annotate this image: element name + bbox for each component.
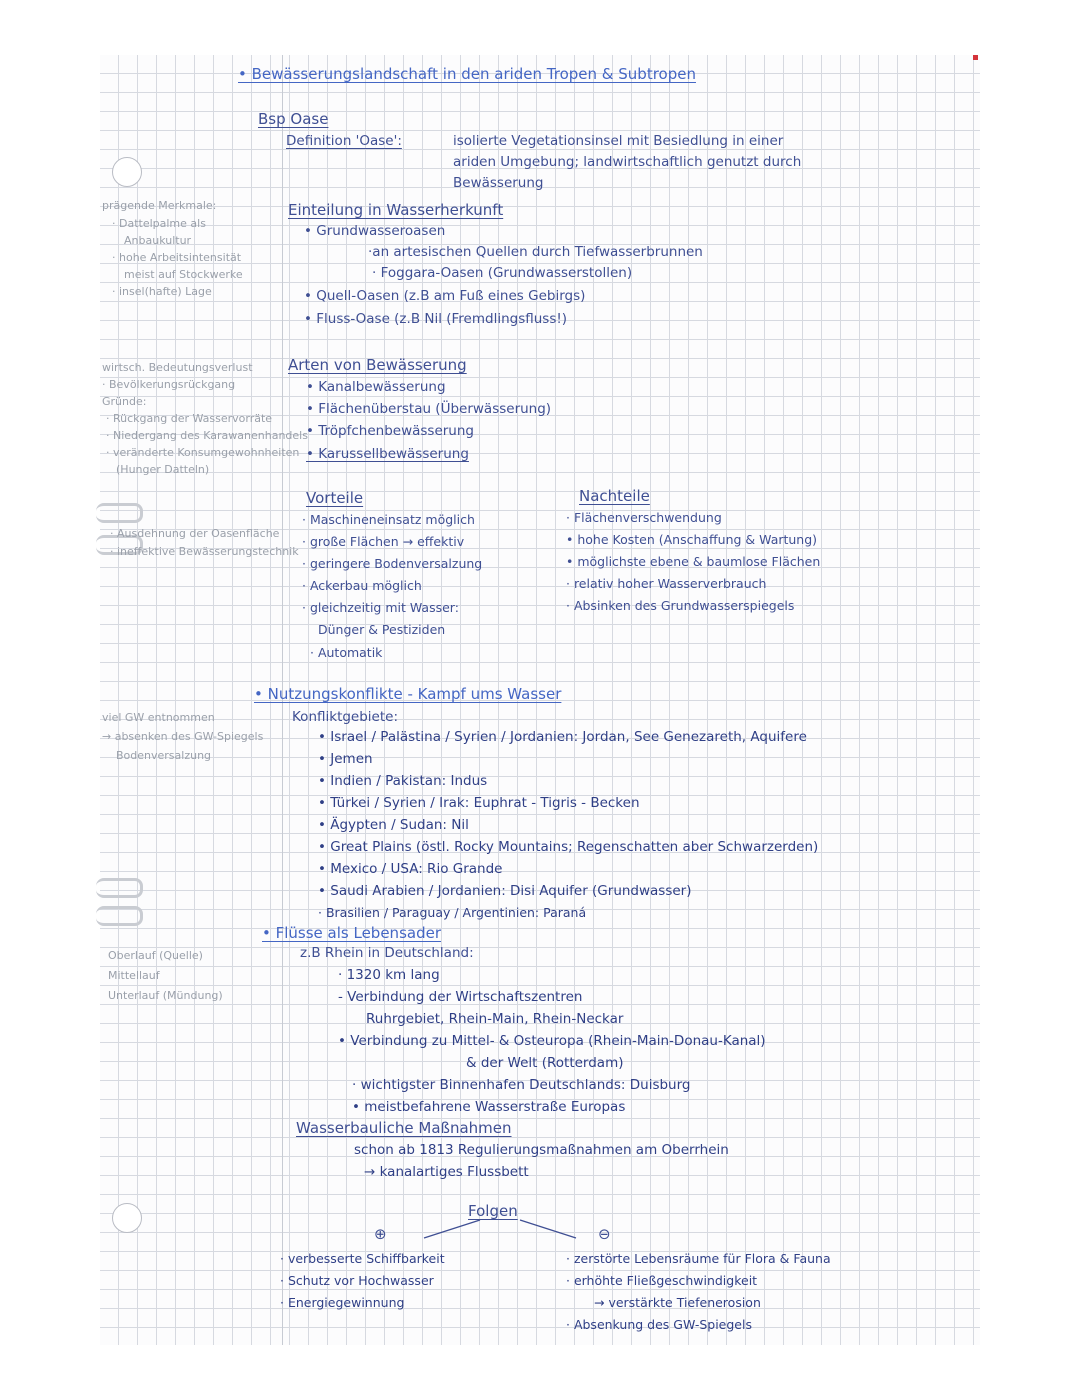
- side-note: Unterlauf (Mündung): [108, 989, 223, 1002]
- fluss-item: · 1320 km lang: [338, 967, 440, 983]
- folgen-branch-lines: [420, 1218, 580, 1242]
- konflikt-item: • Ägypten / Sudan: Nil: [318, 817, 469, 833]
- konflikt-item: • Jemen: [318, 751, 373, 767]
- side-note: Anbaukultur: [124, 234, 192, 247]
- corner-mark: [973, 55, 978, 60]
- konflikt-item: • Great Plains (östl. Rocky Mountains; Regenschatten aber Schwarzerden): [318, 839, 819, 855]
- side-note: wirtsch. Bedeutungsverlust: [102, 361, 253, 374]
- definition-line: isolierte Vegetationsinsel mit Besiedlung in einer: [453, 133, 784, 149]
- einteilung-item: • Fluss-Oase (z.B Nil (Fremdlingsfluss!): [304, 311, 568, 327]
- folgen-minus-item: · Absenkung des GW-Spiegels: [566, 1317, 752, 1332]
- einteilung-item: • Grundwasseroasen: [304, 223, 446, 239]
- arten-item: • Karussellbewässerung: [306, 446, 469, 462]
- arten-item: • Kanalbewässerung: [306, 379, 446, 395]
- fluss-item: · wichtigster Binnenhafen Deutschlands: Duisburg: [352, 1077, 691, 1093]
- definition-line: ariden Umgebung; landwirtschaftlich genutzt durch: [453, 154, 802, 170]
- folgen-minus-item: → verstärkte Tiefenerosion: [594, 1295, 761, 1310]
- side-note: prägende Merkmale:: [102, 199, 217, 212]
- side-note: meist auf Stockwerke: [124, 268, 243, 281]
- konflikt-item: · Brasilien / Paraguay / Argentinien: Paraná: [318, 905, 587, 920]
- vorteile-item: Dünger & Pestiziden: [318, 622, 446, 637]
- folgen-heading: Folgen: [468, 1202, 518, 1220]
- side-note: Mittellauf: [108, 969, 160, 982]
- folgen-plus-item: · verbesserte Schiffbarkeit: [280, 1251, 445, 1266]
- fluss-item: • meistbefahrene Wasserstraße Europas: [352, 1099, 626, 1115]
- definition-label: Definition 'Oase':: [286, 133, 402, 149]
- definition-line: Bewässerung: [453, 175, 544, 191]
- side-note: Bodenversalzung: [116, 749, 212, 762]
- minus-icon: ⊖: [598, 1225, 611, 1243]
- page-title: • Bewässerungslandschaft in den ariden Tropen & Subtropen: [238, 65, 696, 83]
- konflikte-heading: • Nutzungskonflikte - Kampf ums Wasser: [254, 685, 562, 703]
- binder-ring: [96, 503, 143, 523]
- nachteile-item: · Absinken des Grundwasserspiegels: [566, 598, 795, 613]
- side-note: · veränderte Konsumgewohnheiten: [106, 446, 300, 459]
- massnahmen-line: → kanalartiges Flussbett: [364, 1164, 529, 1180]
- arten-item: • Flächenüberstau (Überwässerung): [306, 401, 552, 417]
- vorteile-item: · große Flächen → effektiv: [302, 534, 465, 549]
- vorteile-item: · Automatik: [310, 645, 383, 660]
- fluesse-sub: z.B Rhein in Deutschland:: [300, 945, 474, 961]
- side-note: · Rückgang der Wasservorräte: [106, 412, 273, 425]
- nachteile-item: · relativ hoher Wasserverbrauch: [566, 576, 767, 591]
- konflikte-sub: Konfliktgebiete:: [292, 709, 399, 725]
- folgen-minus-item: · zerstörte Lebensräume für Flora & Fauna: [566, 1251, 831, 1266]
- side-note: · Niedergang des Karawanenhandels: [106, 429, 308, 442]
- side-note: viel GW entnommen: [102, 711, 215, 724]
- vorteile-item: · Ackerbau möglich: [302, 578, 422, 593]
- fluss-item: - Verbindung der Wirtschaftszentren: [338, 989, 583, 1005]
- binder-ring: [96, 878, 143, 898]
- einteilung-heading: Einteilung in Wasserherkunft: [288, 201, 504, 219]
- side-note: · hohe Arbeitsintensität: [112, 251, 242, 264]
- side-note: Gründe:: [102, 395, 147, 408]
- side-note: · Bevölkerungsrückgang: [102, 378, 236, 391]
- oase-heading: Bsp Oase: [258, 110, 329, 128]
- massnahmen-line: schon ab 1813 Regulierungsmaßnahmen am Oberrhein: [354, 1142, 729, 1158]
- nachteile-heading: Nachteile: [579, 487, 650, 505]
- arten-heading: Arten von Bewässerung: [288, 356, 467, 374]
- konflikt-item: • Saudi Arabien / Jordanien: Disi Aquifer (Grundwasser): [318, 883, 692, 899]
- punch-hole: [112, 1203, 142, 1233]
- konflikt-item: • Israel / Palästina / Syrien / Jordanien: Jordan, See Genezareth, Aquifere: [318, 729, 807, 745]
- side-note: · ineffektive Bewässerungstechnik: [110, 545, 299, 558]
- nachteile-item: • hohe Kosten (Anschaffung & Wartung): [566, 532, 818, 547]
- nachteile-item: · Flächenverschwendung: [566, 510, 722, 525]
- fluss-item: Ruhrgebiet, Rhein-Main, Rhein-Neckar: [366, 1011, 624, 1027]
- binder-ring: [96, 906, 143, 926]
- konflikt-item: • Indien / Pakistan: Indus: [318, 773, 488, 789]
- folgen-plus-item: · Schutz vor Hochwasser: [280, 1273, 434, 1288]
- einteilung-item: ·an artesischen Quellen durch Tiefwasserbrunnen: [368, 244, 703, 260]
- vorteile-heading: Vorteile: [306, 489, 364, 507]
- konflikt-item: • Türkei / Syrien / Irak: Euphrat - Tigris - Becken: [318, 795, 640, 811]
- folgen-minus-item: · erhöhte Fließgeschwindigkeit: [566, 1273, 758, 1288]
- einteilung-item: · Foggara-Oasen (Grundwasserstollen): [372, 265, 633, 281]
- side-note: · Dattelpalme als: [112, 217, 206, 230]
- punch-hole: [112, 157, 142, 187]
- side-note: Oberlauf (Quelle): [108, 949, 203, 962]
- nachteile-item: • möglichste ebene & baumlose Flächen: [566, 554, 821, 569]
- vorteile-item: · gleichzeitig mit Wasser:: [302, 600, 459, 615]
- folgen-plus-item: · Energiegewinnung: [280, 1295, 405, 1310]
- arten-item: • Tröpfchenbewässerung: [306, 423, 474, 439]
- side-note: · insel(hafte) Lage: [112, 285, 212, 298]
- massnahmen-heading: Wasserbauliche Maßnahmen: [296, 1119, 512, 1137]
- fluss-item: • Verbindung zu Mittel- & Osteuropa (Rhein-Main-Donau-Kanal): [338, 1033, 766, 1049]
- side-note: (Hunger Datteln): [116, 463, 210, 476]
- einteilung-item: • Quell-Oasen (z.B am Fuß eines Gebirgs): [304, 288, 586, 304]
- fluesse-heading: • Flüsse als Lebensader: [262, 924, 441, 942]
- side-note: · Ausdehnung der Oasenfläche: [110, 527, 280, 540]
- side-note: → absenken des GW-Spiegels: [102, 730, 264, 743]
- plus-icon: ⊕: [374, 1225, 387, 1243]
- fluss-item: & der Welt (Rotterdam): [466, 1055, 624, 1071]
- vorteile-item: · geringere Bodenversalzung: [302, 556, 483, 571]
- vorteile-item: · Maschineneinsatz möglich: [302, 512, 475, 527]
- konflikt-item: • Mexico / USA: Rio Grande: [318, 861, 503, 877]
